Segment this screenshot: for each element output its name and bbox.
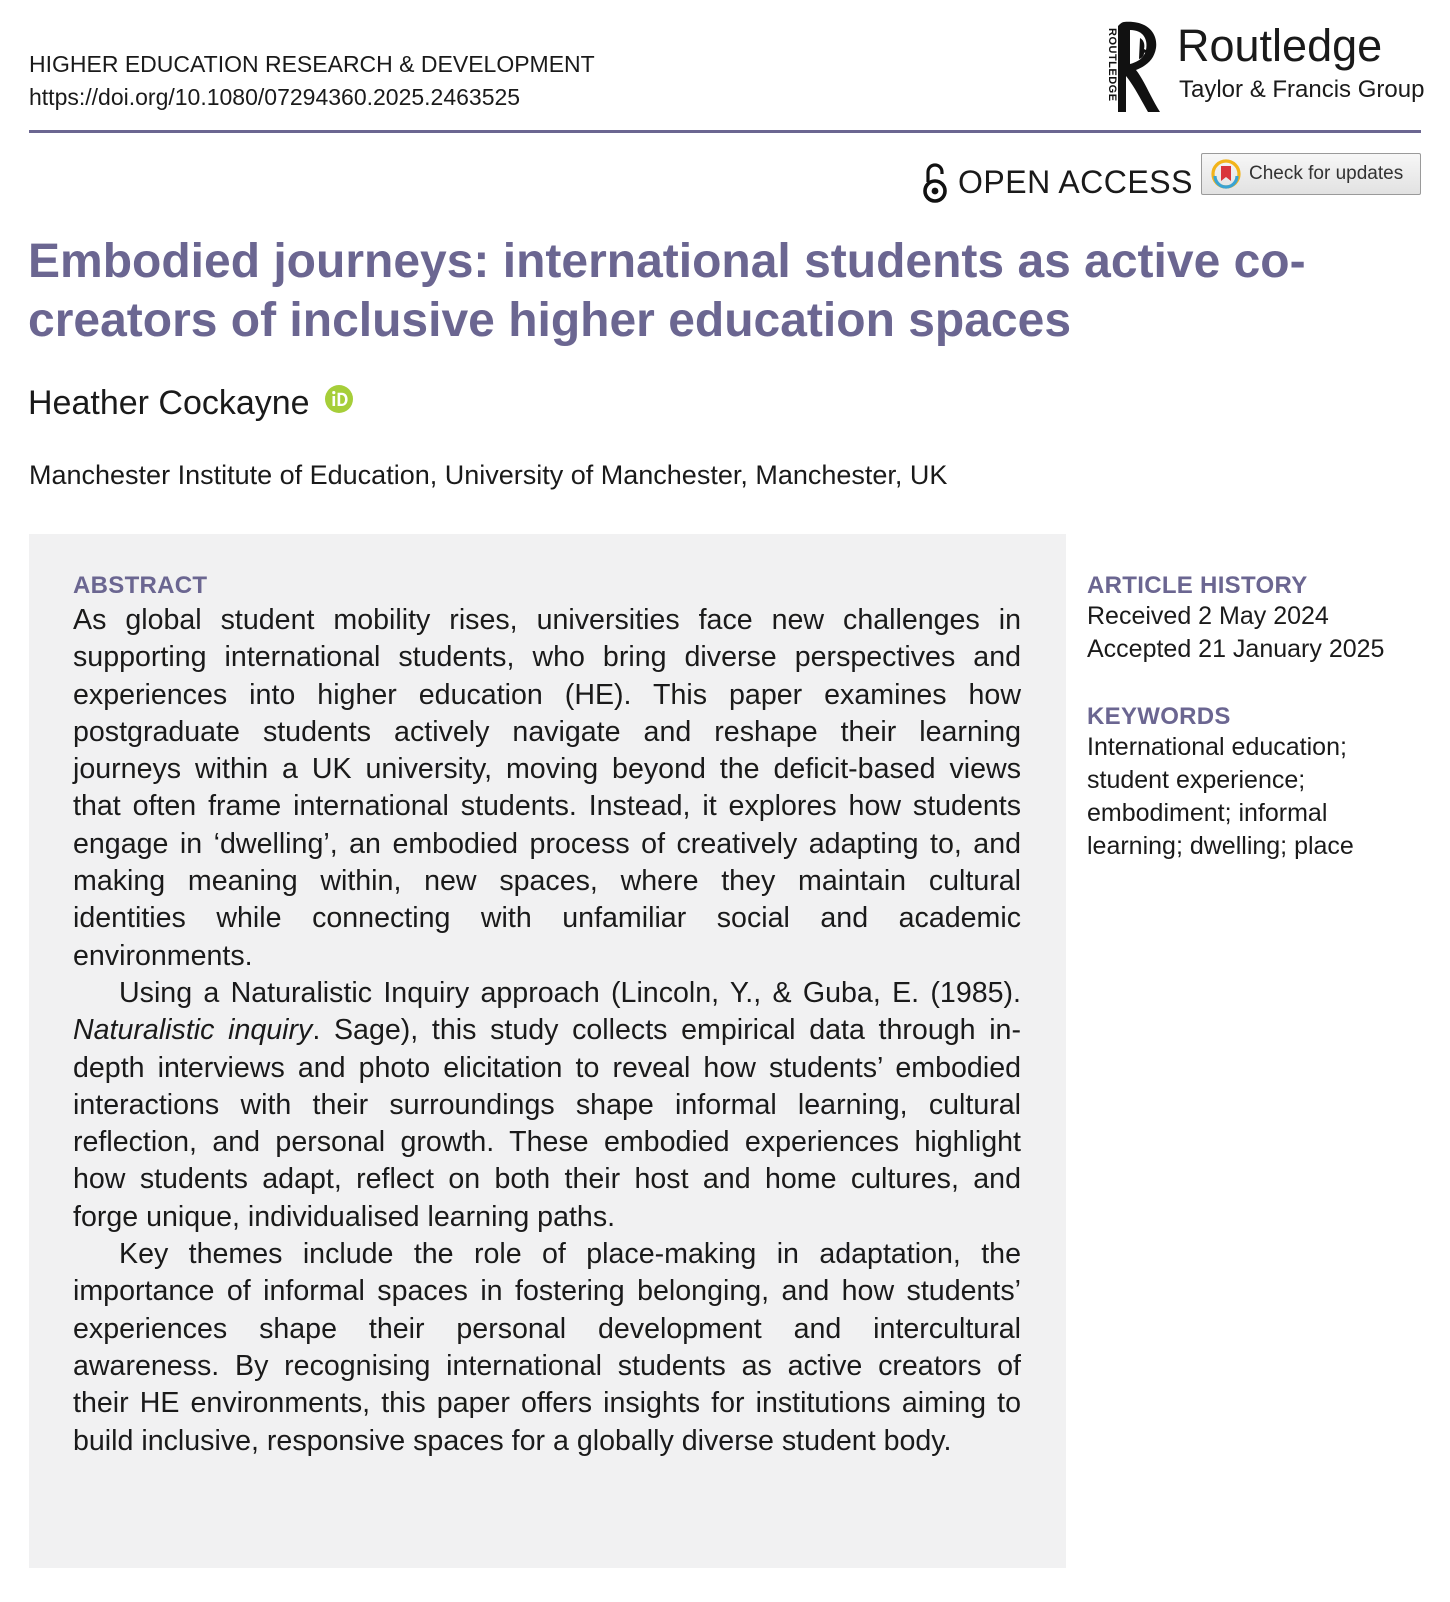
author-affiliation: Manchester Institute of Education, University of Manchester, Manchester, UK <box>29 460 948 490</box>
cited-book-title: Naturalistic inquiry <box>73 1014 313 1047</box>
keyword-line: embodiment; informal <box>1087 799 1328 827</box>
keyword-line: learning; dwelling; place <box>1087 832 1354 860</box>
check-for-updates-button[interactable] <box>1201 153 1421 195</box>
accepted-date: Accepted 21 January 2025 <box>1087 635 1385 663</box>
publisher-vertical-text: ROUTLEDGE <box>1106 28 1118 102</box>
article-history <box>1087 572 1427 666</box>
abstract-heading: ABSTRACT <box>73 572 208 599</box>
publisher-subtitle: Taylor & Francis Group <box>1179 76 1425 103</box>
journal-header <box>29 48 595 114</box>
author-name[interactable]: Heather Cockayne <box>28 384 310 422</box>
publisher-logo[interactable] <box>1098 14 1428 114</box>
received-date: Received 2 May 2024 <box>1087 602 1329 630</box>
article-title: Embodied journeys: international students as active co-creators of inclusive higher education spaces <box>28 235 1306 347</box>
abstract-paragraph-2-end: . Sage), this study collects empirical data through in-depth interviews and photo elicitation to reveal how students’ embodied interactions with their surroundings shape informal learning, cultural reflection, and personal growth. These embodied experiences highlight how students adapt, reflect on both their host and home cultures, and forge unique, individualised learning paths. <box>73 1014 1021 1233</box>
crossmark-icon <box>1211 159 1241 189</box>
abstract-paragraph-2-start: Using a Naturalistic Inquiry approach (Lincoln, Y., & Guba, E. (1985). <box>119 976 1021 1009</box>
journal-name: HIGHER EDUCATION RESEARCH & DEVELOPMENT <box>29 51 595 77</box>
open-access-label: OPEN ACCESS <box>958 163 1193 200</box>
publisher-name: Routledge <box>1177 20 1383 71</box>
check-for-updates-label: Check for updates <box>1249 163 1404 184</box>
article-history-heading: ARTICLE HISTORY <box>1087 572 1308 599</box>
orcid-icon[interactable] <box>324 384 354 414</box>
keywords-section <box>1087 703 1427 863</box>
keyword-line: student experience; <box>1087 766 1306 794</box>
header-divider <box>29 130 1421 133</box>
routledge-logo-icon <box>1118 18 1162 114</box>
abstract-paragraph-2 <box>73 975 1021 1236</box>
open-access-lock-icon <box>922 160 948 204</box>
doi-link[interactable]: https://doi.org/10.1080/07294360.2025.2463525 <box>29 84 521 110</box>
abstract-paragraph-1: As global student mobility rises, universities face new challenges in supporting international students, who bring diverse perspectives and experiences into higher education (HE). This paper examines how postgraduate students actively navigate and reshape their learning journeys within a UK university, moving beyond the deficit-based views that often frame international students. Instead, it explores how students engage in ‘dwelling’, an embodied process of creatively adapting to, and making meaning within, new spaces, where they maintain cultural identities while connecting with unfamiliar social and academic environments. <box>73 604 1021 972</box>
abstract-paragraph-3: Key themes include the role of place-making in adaptation, the importance of informal spaces in fostering belonging, and how students’ experiences shape their personal development and intercultural awareness. By recognising international students as active creators of their HE environments, this paper offers insights for institutions aiming to build inclusive, responsive spaces for a globally diverse student body. <box>73 1238 1021 1457</box>
author-line <box>28 384 354 423</box>
open-access-badge[interactable] <box>922 160 1193 204</box>
keywords-heading: KEYWORDS <box>1087 703 1231 730</box>
keyword-line: International education; <box>1087 733 1347 761</box>
abstract-body <box>73 602 1021 1460</box>
